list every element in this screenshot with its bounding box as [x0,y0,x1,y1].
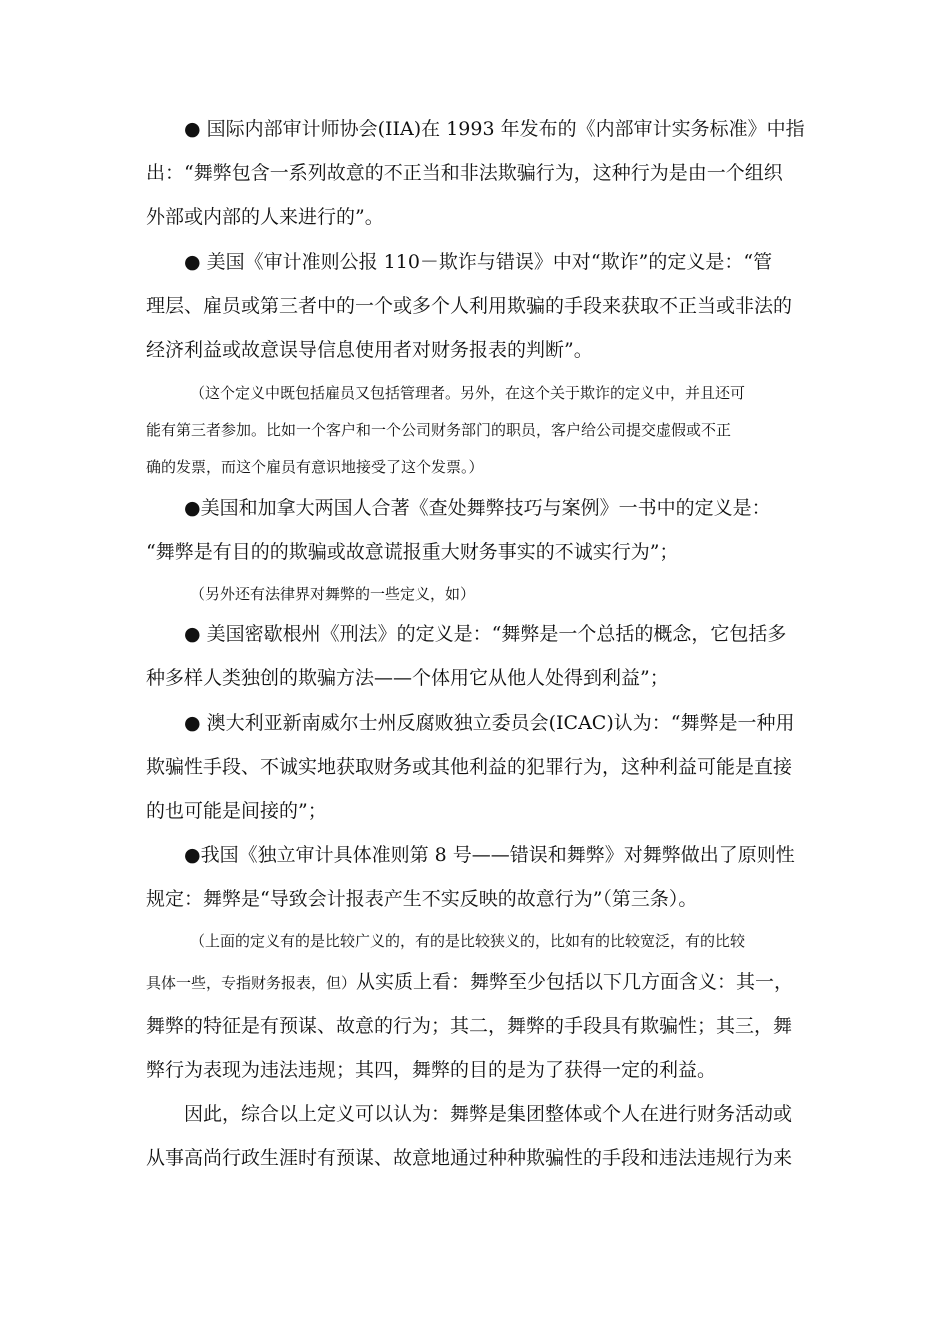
note-sas110-line-1: （这个定义中既包括雇员又包括管理者。另外，在这个关于欺诈的定义中，并且还可 [190,384,746,402]
note-legal-definitions: （另外还有法律界对舞弊的一些定义，如） [190,585,476,603]
paragraph-michigan-line-2: 种多样人类独创的欺骗方法——个体用它从他人处得到利益”； [146,667,669,689]
paragraph-us-canada-line-2: “舞弊是有目的的欺骗或故意谎报重大财务事实的不诚实行为”； [146,541,679,563]
paragraph-michigan-line-1: ● 美国密歇根州《刑法》的定义是：“舞弊是一个总括的概念，它包括多 [184,623,787,645]
summary-line-mixed [146,970,836,995]
paragraph-sas110-line-1: ● 美国《审计准则公报 110－欺诈与错误》中对“欺诈”的定义是：“管 [184,251,773,273]
paragraph-icac-line-2: 欺骗性手段、不诚实地获取财务或其他利益的犯罪行为，这种利益可能是直接 [146,756,793,778]
paragraph-iia-line-3: 外部或内部的人来进行的”。 [146,206,384,228]
note-sas110-line-3: 确的发票，而这个雇员有意识地接受了这个发票。） [146,458,484,476]
paragraph-china-standard-line-2: 规定：舞弊是“导致会计报表产生不实反映的故意行为”（第三条）。 [146,888,698,910]
note-sas110-line-2: 能有第三者参加。比如一个客户和一个公司财务部门的职员，客户给公司提交虚假或不正 [146,421,732,439]
paragraph-icac-line-1: ● 澳大利亚新南威尔士州反腐败独立委员会(ICAC)认为：“舞弊是一种用 [184,712,795,734]
summary-substance-line-1: 从实质上看：舞弊至少包括以下几方面含义：其一， [356,971,794,993]
paragraph-iia-line-2: 出：“舞弊包含一系列故意的不正当和非法欺骗行为，这种行为是由一个组织 [146,162,783,184]
paragraph-conclusion-line-1: 因此，综合以上定义可以认为：舞弊是集团整体或个人在进行财务活动或 [184,1103,793,1125]
paragraph-sas110-line-3: 经济利益或故意误导信息使用者对财务报表的判断”。 [146,339,593,361]
paragraph-china-standard-line-1: ●我国《独立审计具体准则第 8 号——错误和舞弊》对舞弊做出了原则性 [184,844,795,866]
paragraph-icac-line-3: 的也可能是间接的”； [146,800,327,822]
paragraph-conclusion-line-2: 从事高尚行政生涯时有预谋、故意地通过种种欺骗性的手段和违法违规行为来 [146,1147,793,1169]
paragraph-sas110-line-2: 理层、雇员或第三者中的一个或多个人利用欺骗的手段来获取不正当或非法的 [146,295,793,317]
paragraph-us-canada-line-1: ●美国和加拿大两国人合著《查处舞弊技巧与案例》一书中的定义是： [184,497,771,519]
note-summary-line-1: （上面的定义有的是比较广义的，有的是比较狭义的，比如有的比较宽泛，有的比较 [190,932,746,950]
paragraph-iia-line-1: ● 国际内部审计师协会(IIA)在 1993 年发布的《内部审计实务标准》中指 [184,118,805,140]
summary-substance-line-3: 弊行为表现为违法违规；其四，舞弊的目的是为了获得一定的利益。 [146,1059,717,1081]
note-summary-line-2: 具体一些，专指财务报表，但） [146,974,357,992]
summary-substance-line-2: 舞弊的特征是有预谋、故意的行为；其二，舞弊的手段具有欺骗性；其三，舞 [146,1015,793,1037]
